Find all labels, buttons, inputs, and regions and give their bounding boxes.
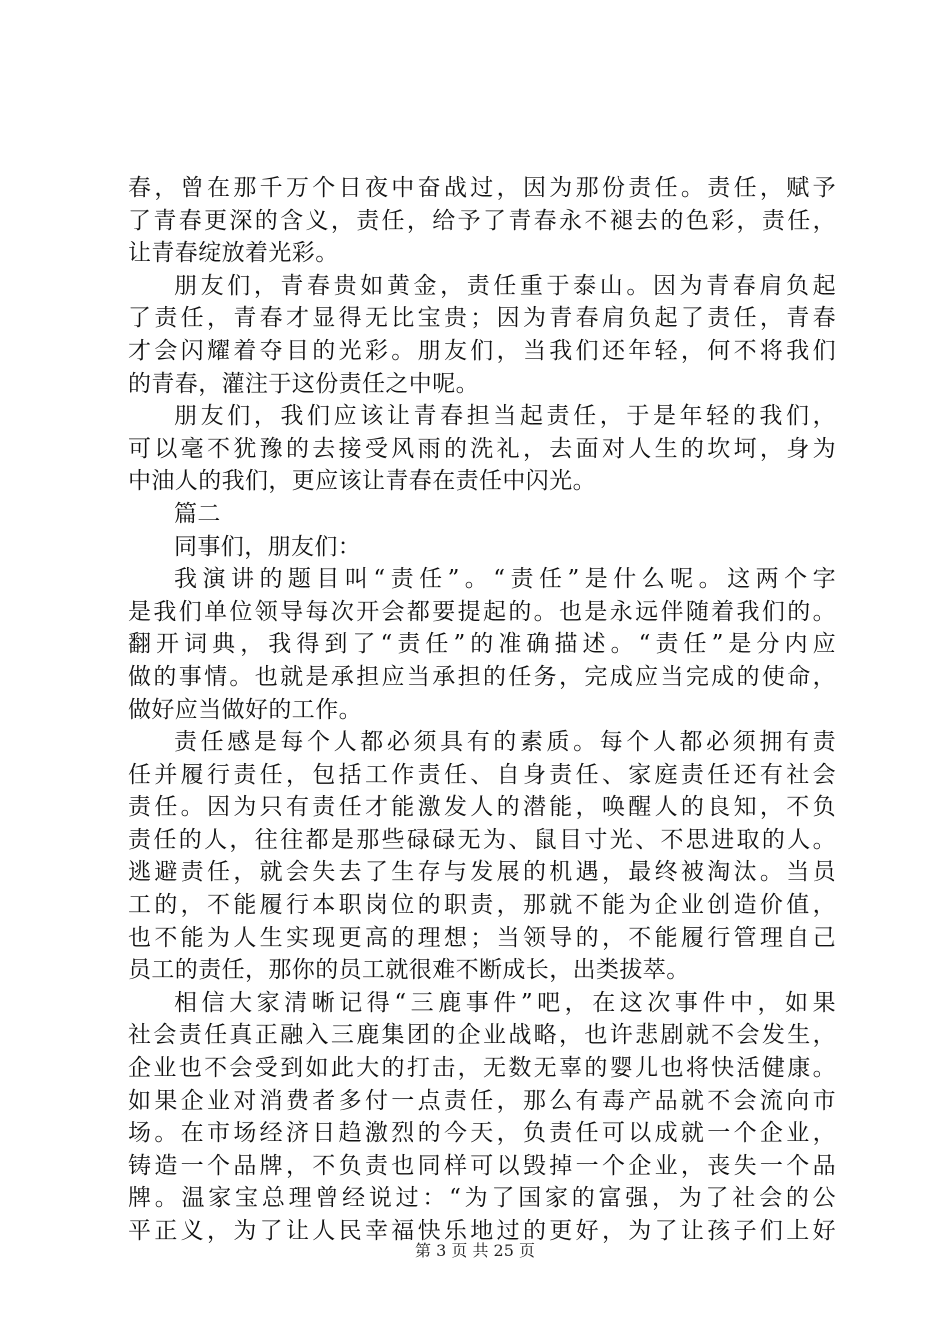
- text-line: 才会闪耀着夺目的光彩。朋友们，当我们还年轻，何不将我们: [128, 337, 836, 364]
- text-line: 相信大家清晰记得“三鹿事件”吧，在这次事件中，如果: [174, 989, 836, 1016]
- text-line: 企业也不会受到如此大的打击，无数无辜的婴儿也将快活健康。: [128, 1055, 836, 1082]
- text-line: 中油人的我们，更应该让青春在责任中闪光。: [128, 468, 596, 495]
- text-line: 牌。温家宝总理曾经说过：“为了国家的富强，为了社会的公: [128, 1185, 836, 1212]
- text-line: 逃避责任，就会失去了生存与发展的机遇，最终被淘汰。当员: [128, 859, 836, 886]
- document-body: [128, 172, 836, 1248]
- text-line: 责任感是每个人都必须具有的素质。每个人都必须拥有责: [174, 729, 836, 756]
- text-line: 我演讲的题目叫“责任”。“责任”是什么呢。这两个字: [174, 566, 836, 593]
- text-line: 篇二: [174, 500, 221, 527]
- text-line: 的青春，灌注于这份责任之中呢。: [128, 370, 479, 397]
- text-line: 工的，不能履行本职岗位的职责，那就不能为企业创造价值，: [128, 892, 836, 919]
- text-line: 责任的人，往往都是那些碌碌无为、鼠目寸光、不思进取的人。: [128, 826, 836, 853]
- text-line: 如果企业对消费者多付一点责任，那么有毒产品就不会流向市: [128, 1087, 836, 1114]
- text-line: 是我们单位领导每次开会都要提起的。也是永远伴随着我们的。: [128, 598, 836, 625]
- text-line: 朋友们，我们应该让青春担当起责任，于是年轻的我们，: [174, 403, 836, 430]
- text-line: 了责任，青春才显得无比宝贵；因为青春肩负起了责任，青春: [128, 305, 836, 332]
- text-line: 做的事情。也就是承担应当承担的任务，完成应当完成的使命，: [128, 663, 836, 690]
- text-line: 可以毫不犹豫的去接受风雨的洗礼，去面对人生的坎坷，身为: [128, 435, 836, 462]
- text-line: 责任。因为只有责任才能激发人的潜能，唤醒人的良知，不负: [128, 794, 836, 821]
- text-line: 翻开词典，我得到了“责任”的准确描述。“责任”是分内应: [128, 631, 836, 658]
- text-line: 铸造一个品牌，不负责也同样可以毁掉一个企业，丧失一个品: [128, 1152, 836, 1179]
- text-line: 朋友们，青春贵如黄金，责任重于泰山。因为青春肩负起: [174, 272, 836, 299]
- text-line: 让青春绽放着光彩。: [128, 240, 339, 267]
- text-line: 平正义，为了让人民幸福快乐地过的更好，为了让孩子们上好: [128, 1218, 836, 1244]
- text-line: 场。在市场经济日趋激烈的今天，负责任可以成就一个企业，: [128, 1120, 836, 1147]
- text-line: 同事们，朋友们：: [174, 533, 362, 560]
- text-line: 了青春更深的含义，责任，给予了青春永不褪去的色彩，责任，: [128, 207, 836, 234]
- text-line: 任并履行责任，包括工作责任、自身责任、家庭责任还有社会: [128, 761, 836, 788]
- text-line: 春，曾在那千万个日夜中奋战过，因为那份责任。责任，赋予: [128, 175, 836, 201]
- text-line: 员工的责任，那你的员工就很难不断成长，出类拔萃。: [128, 957, 690, 984]
- text-line: 社会责任真正融入三鹿集团的企业战略，也许悲剧就不会发生，: [128, 1022, 836, 1049]
- page-footer: 第 3 页 共 25 页: [415, 1241, 535, 1260]
- text-line: 也不能为人生实现更高的理想；当领导的，不能履行管理自己: [128, 924, 836, 951]
- text-line: 做好应当做好的工作。: [128, 696, 362, 723]
